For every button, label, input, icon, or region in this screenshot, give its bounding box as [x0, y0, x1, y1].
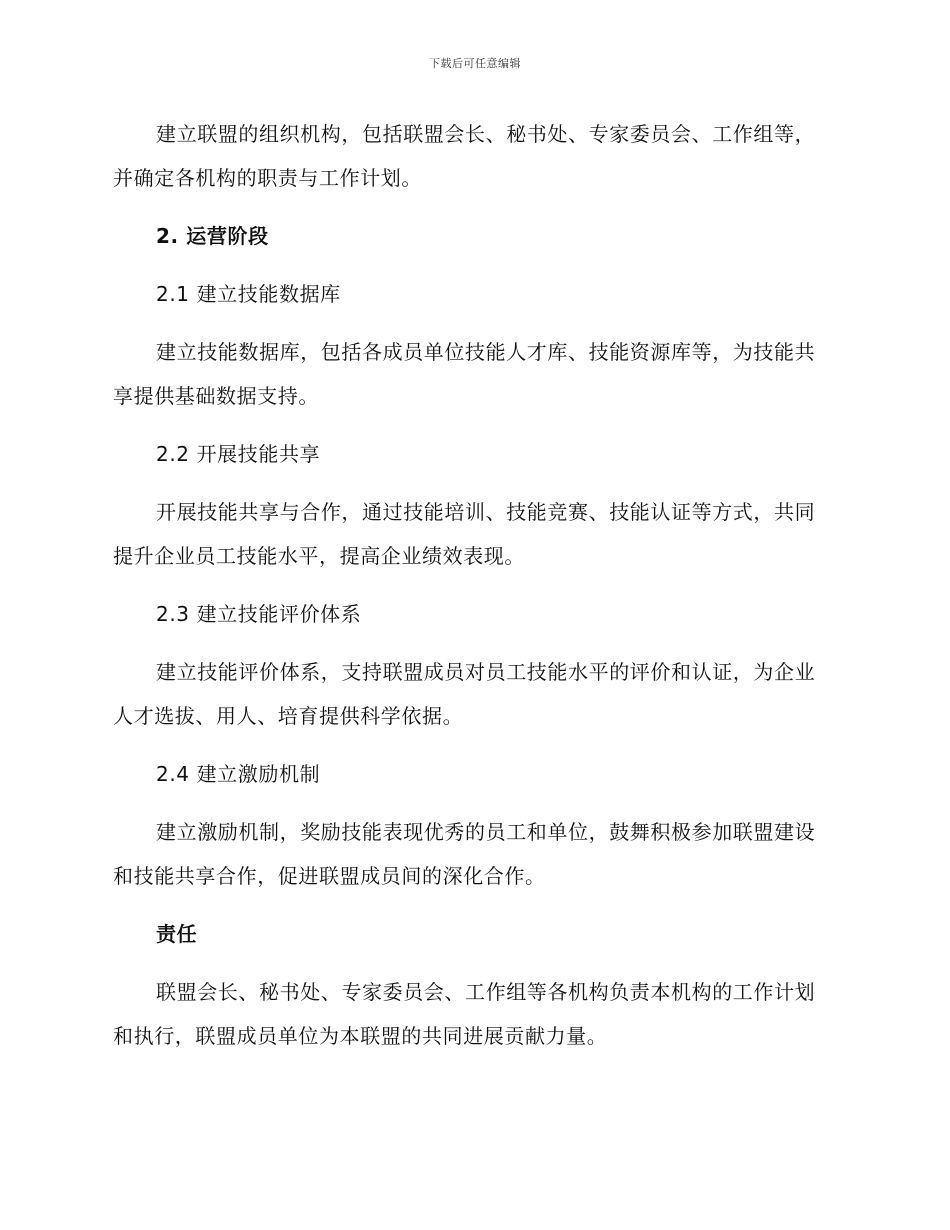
paragraph-skills-database: 建立技能数据库，包括各成员单位技能人才库、技能资源库等，为技能共享提供基础数据支持。	[113, 340, 816, 408]
paragraph-org-structure: 建立联盟的组织机构，包括联盟会长、秘书处、专家委员会、工作组等，并确定各机构的职责与工作计划。	[113, 122, 816, 190]
document-body	[113, 112, 833, 1058]
subheading-skills-database: 2.1 建立技能数据库	[156, 282, 341, 306]
subheading-incentive-mechanism: 2.4 建立激励机制	[156, 762, 321, 786]
header-note: 下载后可任意编辑	[429, 57, 521, 70]
paragraph-evaluation-system: 建立技能评价体系，支持联盟成员对员工技能水平的评价和认证，为企业人才选拔、用人、培育提供科学依据。	[113, 660, 816, 728]
paragraph-incentive-mechanism: 建立激励机制，奖励技能表现优秀的员工和单位，鼓舞积极参加联盟建设和技能共享合作，促进联盟成员间的深化合作。	[113, 820, 816, 888]
subheading-skills-sharing: 2.2 开展技能共享	[156, 442, 321, 466]
heading-operation-stage: 2. 运营阶段	[156, 224, 269, 248]
heading-responsibility: 责任	[156, 922, 198, 946]
subheading-evaluation-system: 2.3 建立技能评价体系	[156, 602, 362, 626]
paragraph-responsibility: 联盟会长、秘书处、专家委员会、工作组等各机构负责本机构的工作计划和执行，联盟成员单位为本联盟的共同进展贡献力量。	[113, 980, 816, 1048]
paragraph-skills-sharing: 开展技能共享与合作，通过技能培训、技能竞赛、技能认证等方式，共同提升企业员工技能水平，提高企业绩效表现。	[113, 500, 816, 568]
